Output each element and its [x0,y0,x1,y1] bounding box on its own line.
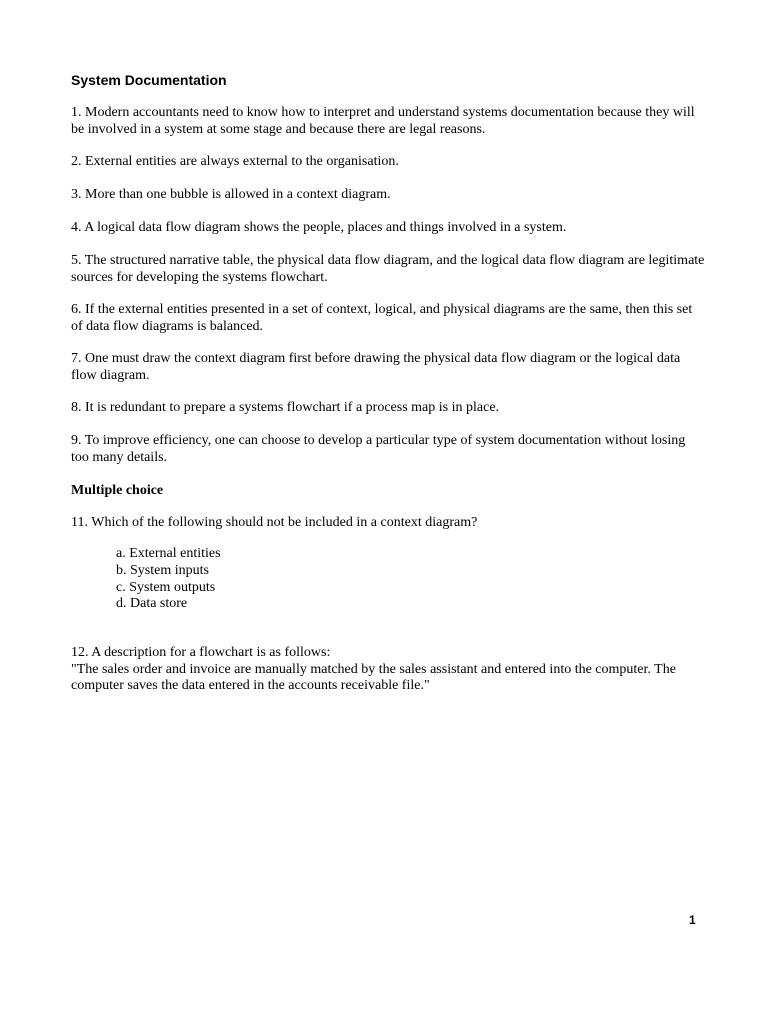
question-8-line-1: 8. It is redundant to prepare a systems flowchart if a process map is in place. [71,400,500,415]
question-2 [71,154,711,171]
page-number: 1 [689,913,696,927]
question-5-line-1: 5. The structured narrative table, the physical data flow diagram, and the logical data flow diagram are legitimate [71,253,705,268]
question-11-text: 11. Which of the following should not be included in a context diagram? [71,515,478,530]
question-2-line-1: 2. External entities are always external to the organisation. [71,154,399,169]
question-7-line-1: 7. One must draw the context diagram first before drawing the physical data flow diagram or the logical data [71,351,681,366]
question-8 [71,400,711,417]
question-7 [71,351,711,384]
question-3 [71,187,711,204]
document-title: System Documentation [71,72,227,88]
multiple-choice-heading: Multiple choice [71,483,164,498]
question-12 [71,645,711,695]
question-9-line-2: too many details. [71,449,168,465]
question-5-line-2: sources for developing the systems flowchart. [71,269,328,285]
question-12-line-3: computer saves the data entered in the accounts receivable file." [71,678,430,693]
question-6-line-2: of data flow diagrams is balanced. [71,318,264,334]
question-6 [71,302,711,335]
question-11 [71,515,711,532]
option-d: d. Data store [116,596,188,612]
question-4 [71,220,711,237]
question-5 [71,253,711,286]
question-6-line-1: 6. If the external entities presented in a set of context, logical, and physical diagrams are the same, then this set [71,302,693,317]
question-9-line-1: 9. To improve efficiency, one can choose to develop a particular type of system documentation without losing [71,433,686,448]
option-b: b. System inputs [116,562,209,578]
option-a: a. External entities [116,546,221,561]
question-1-line-1: 1. Modern accountants need to know how to interpret and understand systems documentation because they will [71,105,695,120]
question-1 [71,105,711,138]
question-9 [71,433,711,466]
option-c: c. System outputs [116,579,216,595]
question-4-line-1: 4. A logical data flow diagram shows the people, places and things involved in a system. [71,220,567,235]
question-7-line-2: flow diagram. [71,367,150,383]
question-3-line-1: 3. More than one bubble is allowed in a context diagram. [71,187,391,202]
question-12-line-1: 12. A description for a flowchart is as follows: [71,645,331,660]
question-1-line-2: be involved in a system at some stage and because there are legal reasons. [71,121,486,137]
question-12-line-2: "The sales order and invoice are manually matched by the sales assistant and entered into the computer. The [71,661,676,677]
question-11-options [116,546,221,613]
